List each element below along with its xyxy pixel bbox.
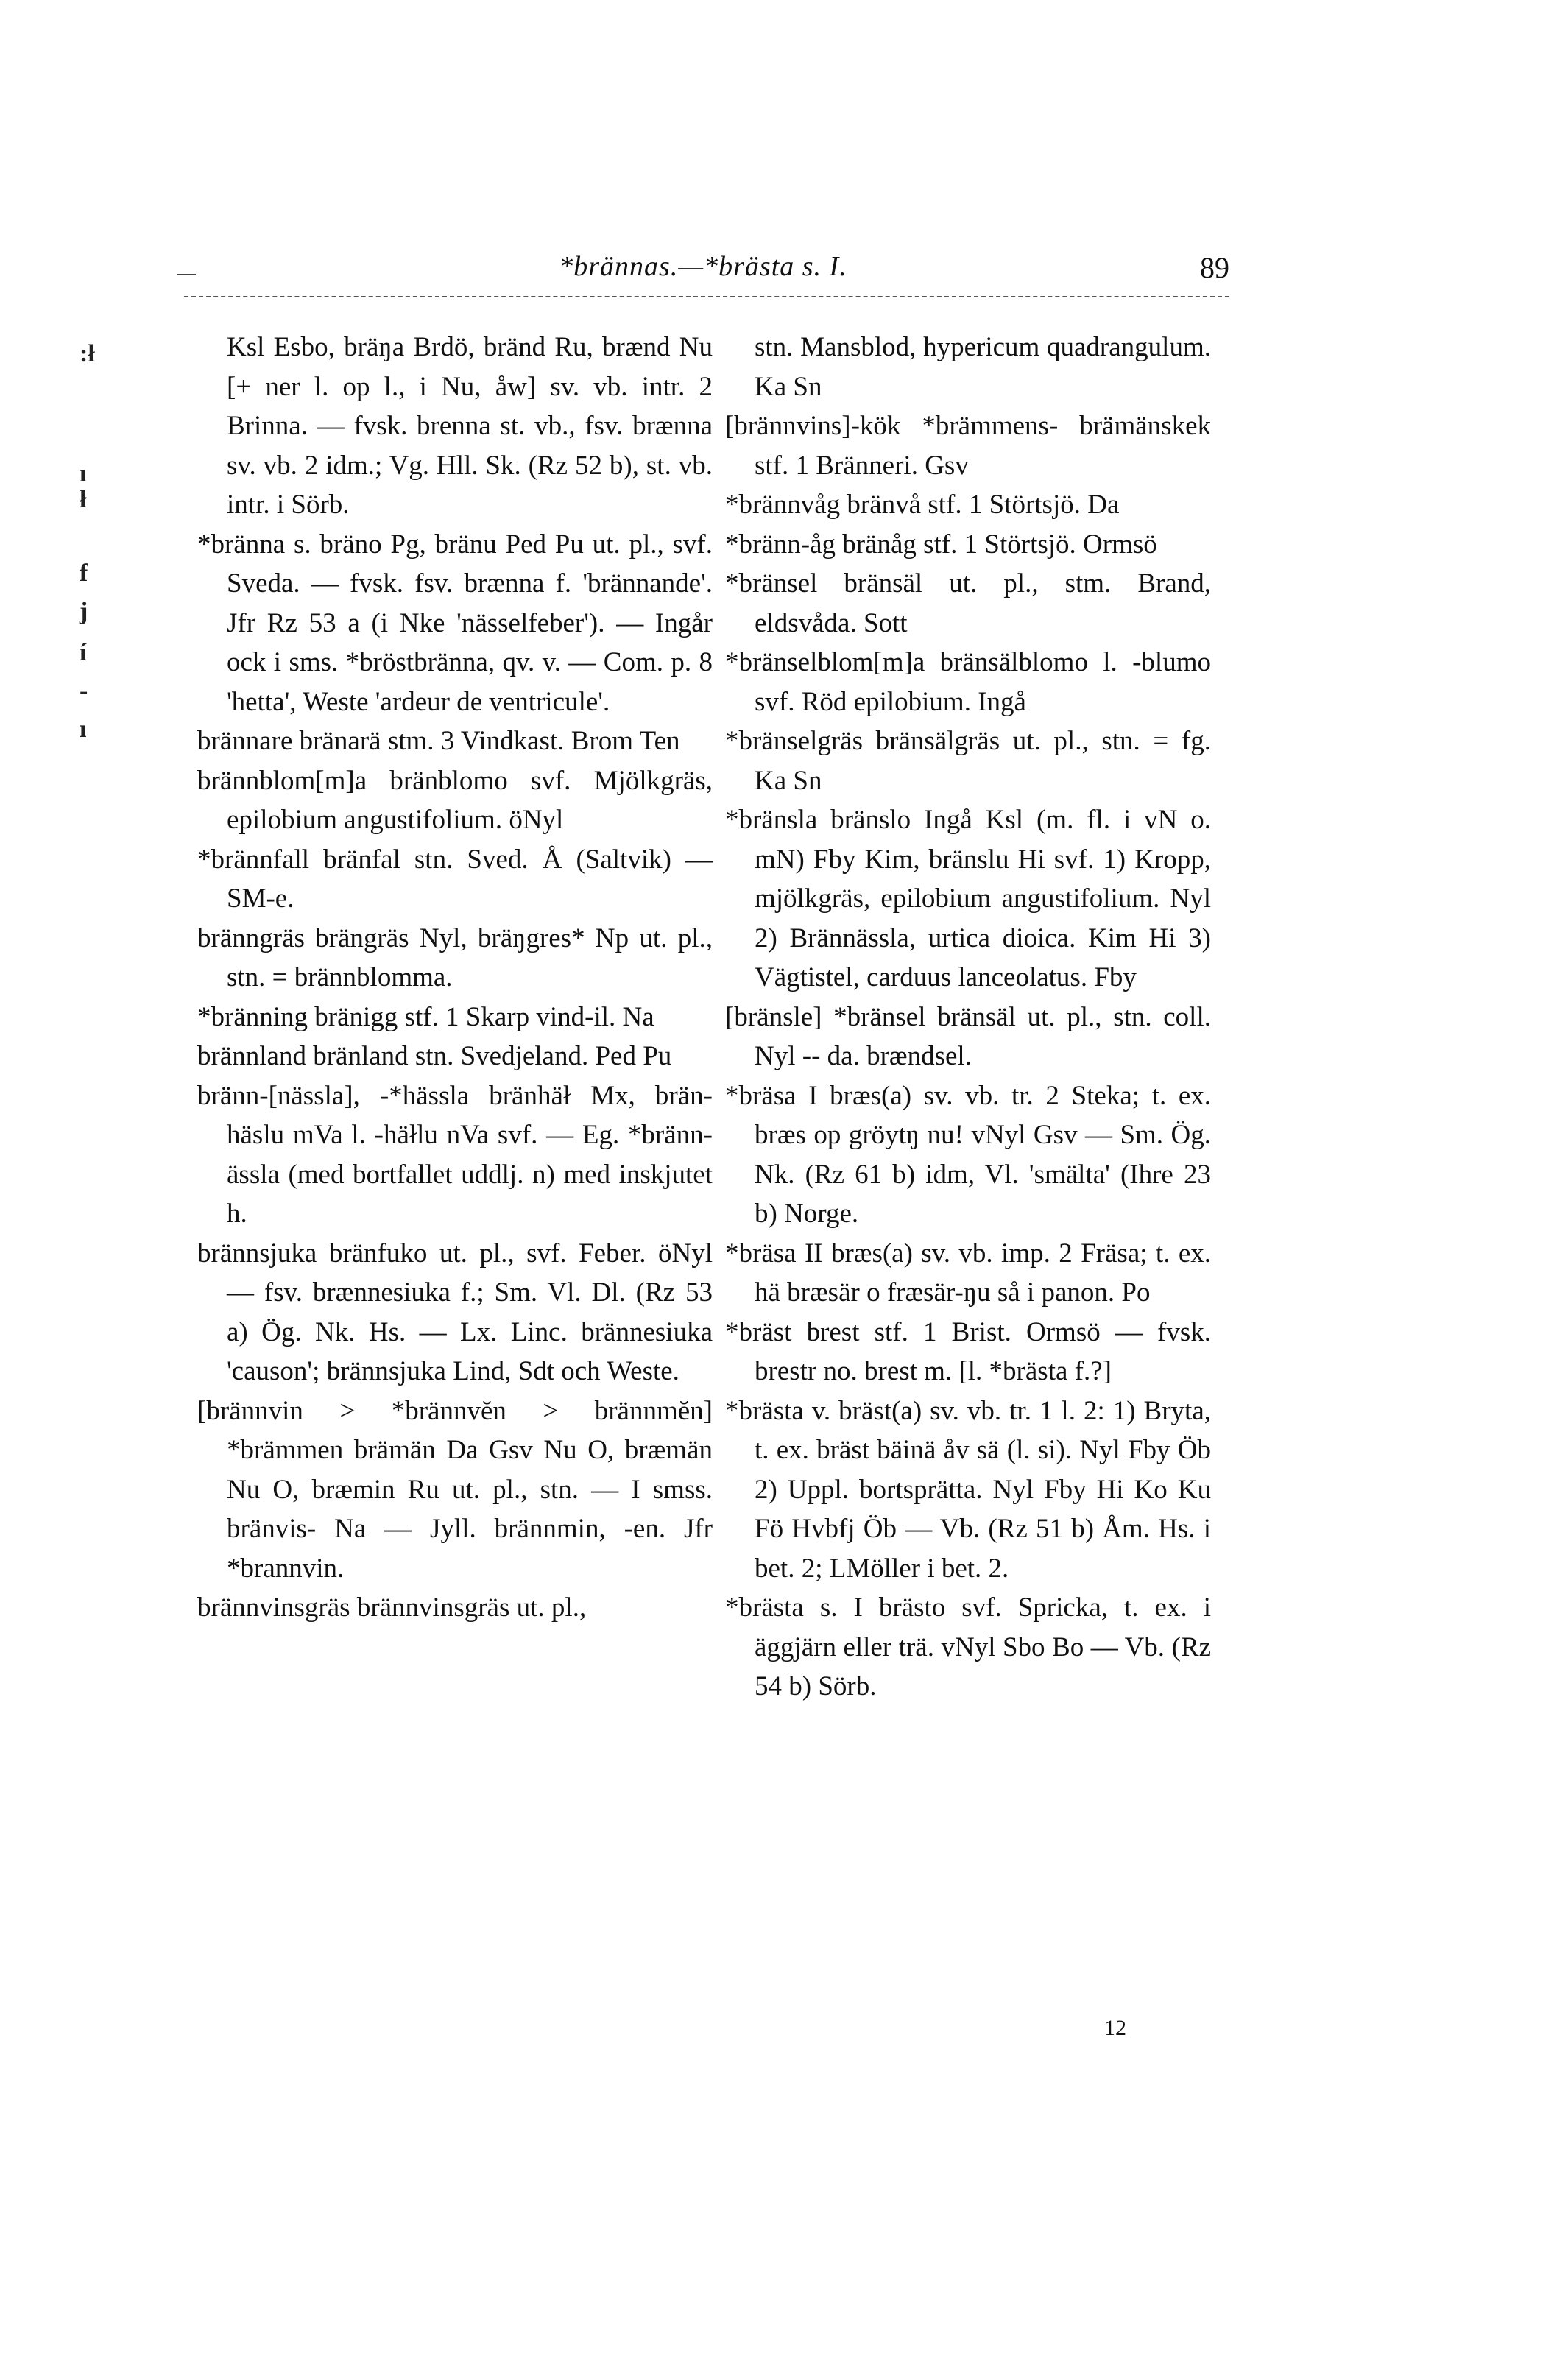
margin-mark: ı bbox=[80, 460, 87, 487]
dictionary-entry: *brännvåg bränvå stf. 1 Störtsjö. Da bbox=[725, 490, 1120, 520]
dictionary-entry: brännare bränarä stm. 3 Vindkast. Brom Ten bbox=[197, 726, 680, 756]
dictionary-entry: *bränselgräs bränsälgräs ut. pl., stn. = fg. Ka Sn bbox=[725, 726, 1211, 796]
dictionary-entry: bränngräs brängräs Nyl, bräŋgres* Np ut. pl., stn. = brännblomma. bbox=[197, 922, 713, 992]
dictionary-entry: *bräst brest stf. 1 Brist. Ormsö — fvsk. brestr no. brest m. [l. *brästa f.?] bbox=[725, 1316, 1211, 1386]
left-column bbox=[197, 328, 713, 1628]
margin-mark: :ł bbox=[80, 340, 95, 367]
dictionary-entry: *bränselblom[m]a bränsälblomo l. -blumo svf. Röd epilobium. Ingå bbox=[725, 647, 1211, 717]
dictionary-entry: [brännvin > *brännvĕn > brännmĕn] *brämmen brämän Da Gsv Nu O, bræmän Nu O, bræmin Ru ut. pl., stn. — I smss. bränvis- Na — Jyll. brännmin, -en. Jfr *brannvin. bbox=[197, 1395, 713, 1584]
margin-mark: f bbox=[80, 560, 88, 587]
dictionary-entry: brännland bränland stn. Svedjeland. Ped Pu bbox=[197, 1041, 672, 1071]
dictionary-entry: *bräsa II bræs(a) sv. vb. imp. 2 Fräsa; t. ex. hä bræsär o fræsär-ŋu så i panon. Po bbox=[725, 1238, 1211, 1308]
dictionary-entry: *bräsa I bræs(a) sv. vb. tr. 2 Steka; t. ex. bræs op gröytŋ nu! vNyl Gsv — Sm. Ög. Nk. (Rz 61 b) idm, Vl. 'smälta' (Ihre 23 b) Norge. bbox=[725, 1080, 1211, 1229]
margin-mark: í bbox=[80, 639, 87, 666]
dictionary-entry: *bränna s. bräno Pg, bränu Ped Pu ut. pl., svf. Sveda. — fvsk. fsv. brænna f. 'brännande'. Jfr Rz 53 a (i Nke 'nässelfeber'). — Ingår ock i sms. *bröstbränna, qv. v. — Com. p. 8 'hetta', Weste 'ardeur de ventricule'. bbox=[197, 529, 713, 717]
dictionary-entry: *bränsla bränslo Ingå Ksl (m. fl. i vN o. mN) Fby Kim, bränslu Hi svf. 1) Kropp, mjölkgräs, epilobium angustifolium. Nyl 2) Brännässla, urtica dioica. Kim Hi 3) Vägtistel, carduus lanceolatus. Fby bbox=[725, 805, 1211, 992]
dictionary-entry: brännvinsgräs brännvinsgräs ut. pl., bbox=[197, 1592, 587, 1623]
dictionary-entry: bränn-[nässla], -*hässla bränhäł Mx, brän-häslu mVa l. -häłlu nVa svf. — Eg. *bränn-ässla (med bortfallet uddlj. n) med inskjutet h. bbox=[197, 1080, 713, 1229]
signature-mark: 12 bbox=[1104, 2016, 1126, 2040]
dictionary-entry: *bränn-åg bränåg stf. 1 Störtsjö. Ormsö bbox=[725, 529, 1157, 560]
dictionary-entry: *brästa v. bräst(a) sv. vb. tr. 1 l. 2: 1) Bryta, t. ex. bräst bäinä åv sä (l. si). Nyl Fby Öb 2) Uppl. bortsprätta. Nyl Fby Hi Ko Ku Fö Hvbfj Öb — Vb. (Rz 51 b) Åm. Hs. i bet. 2; LMöller i bet. 2. bbox=[725, 1395, 1211, 1584]
dictionary-entry: brännsjuka bränfuko ut. pl., svf. Feber. öNyl — fsv. brænnesiuka f.; Sm. Vl. Dl. (Rz 53 a) Ög. Nk. Hs. — Lx. Linc. brännesiuka 'causon'; brännsjuka Lind, Sdt och Weste. bbox=[197, 1238, 713, 1386]
dictionary-entry: Ksl Esbo, bräŋa Brdö, bränd Ru, brænd Nu [+ ner l. op l., i Nu, åw] sv. vb. intr. 2 Brinna. — fvsk. brenna st. vb., fsv. brænna sv. vb. 2 idm.; Vg. Hll. Sk. (Rz 52 b), st. vb. intr. i Sörb. bbox=[227, 332, 713, 520]
dictionary-entry: [brännvins]-kök *brämmens- brämänskek stf. 1 Bränneri. Gsv bbox=[725, 411, 1211, 481]
dictionary-entry: [bränsle] *bränsel bränsäl ut. pl., stn. coll. Nyl -- da. brændsel. bbox=[725, 1001, 1211, 1071]
right-column bbox=[725, 328, 1211, 1707]
dictionary-entry: brännblom[m]a bränblomo svf. Mjölkgräs, epilobium angustifolium. öNyl bbox=[197, 765, 713, 835]
header-title: *brännas.—*brästa s. I. bbox=[559, 251, 847, 282]
page-number: 89 bbox=[1200, 251, 1229, 284]
header-rule bbox=[184, 296, 1229, 297]
dictionary-entry: *bränsel bränsäl ut. pl., stm. Brand, eldsvåda. Sott bbox=[725, 568, 1211, 638]
dictionary-entry: *bränning bränigg stf. 1 Skarp vind-il. Na bbox=[197, 1001, 654, 1032]
margin-mark: ł bbox=[80, 486, 87, 513]
dictionary-entry: stn. Mansblod, hypericum quadrangulum. Ka Sn bbox=[755, 332, 1211, 402]
dictionary-entry: *brännfall bränfal stn. Sved. Å (Saltvik) — SM-e. bbox=[197, 844, 713, 914]
dictionary-entry: *brästa s. I brästo svf. Spricka, t. ex. i äggjärn eller trä. vNyl Sbo Bo — Vb. (Rz 54 b) Sörb. bbox=[725, 1592, 1211, 1701]
margin-mark: - bbox=[80, 677, 88, 705]
margin-mark: j bbox=[80, 598, 88, 625]
margin-mark: ı bbox=[80, 716, 87, 743]
running-header bbox=[177, 250, 1229, 302]
